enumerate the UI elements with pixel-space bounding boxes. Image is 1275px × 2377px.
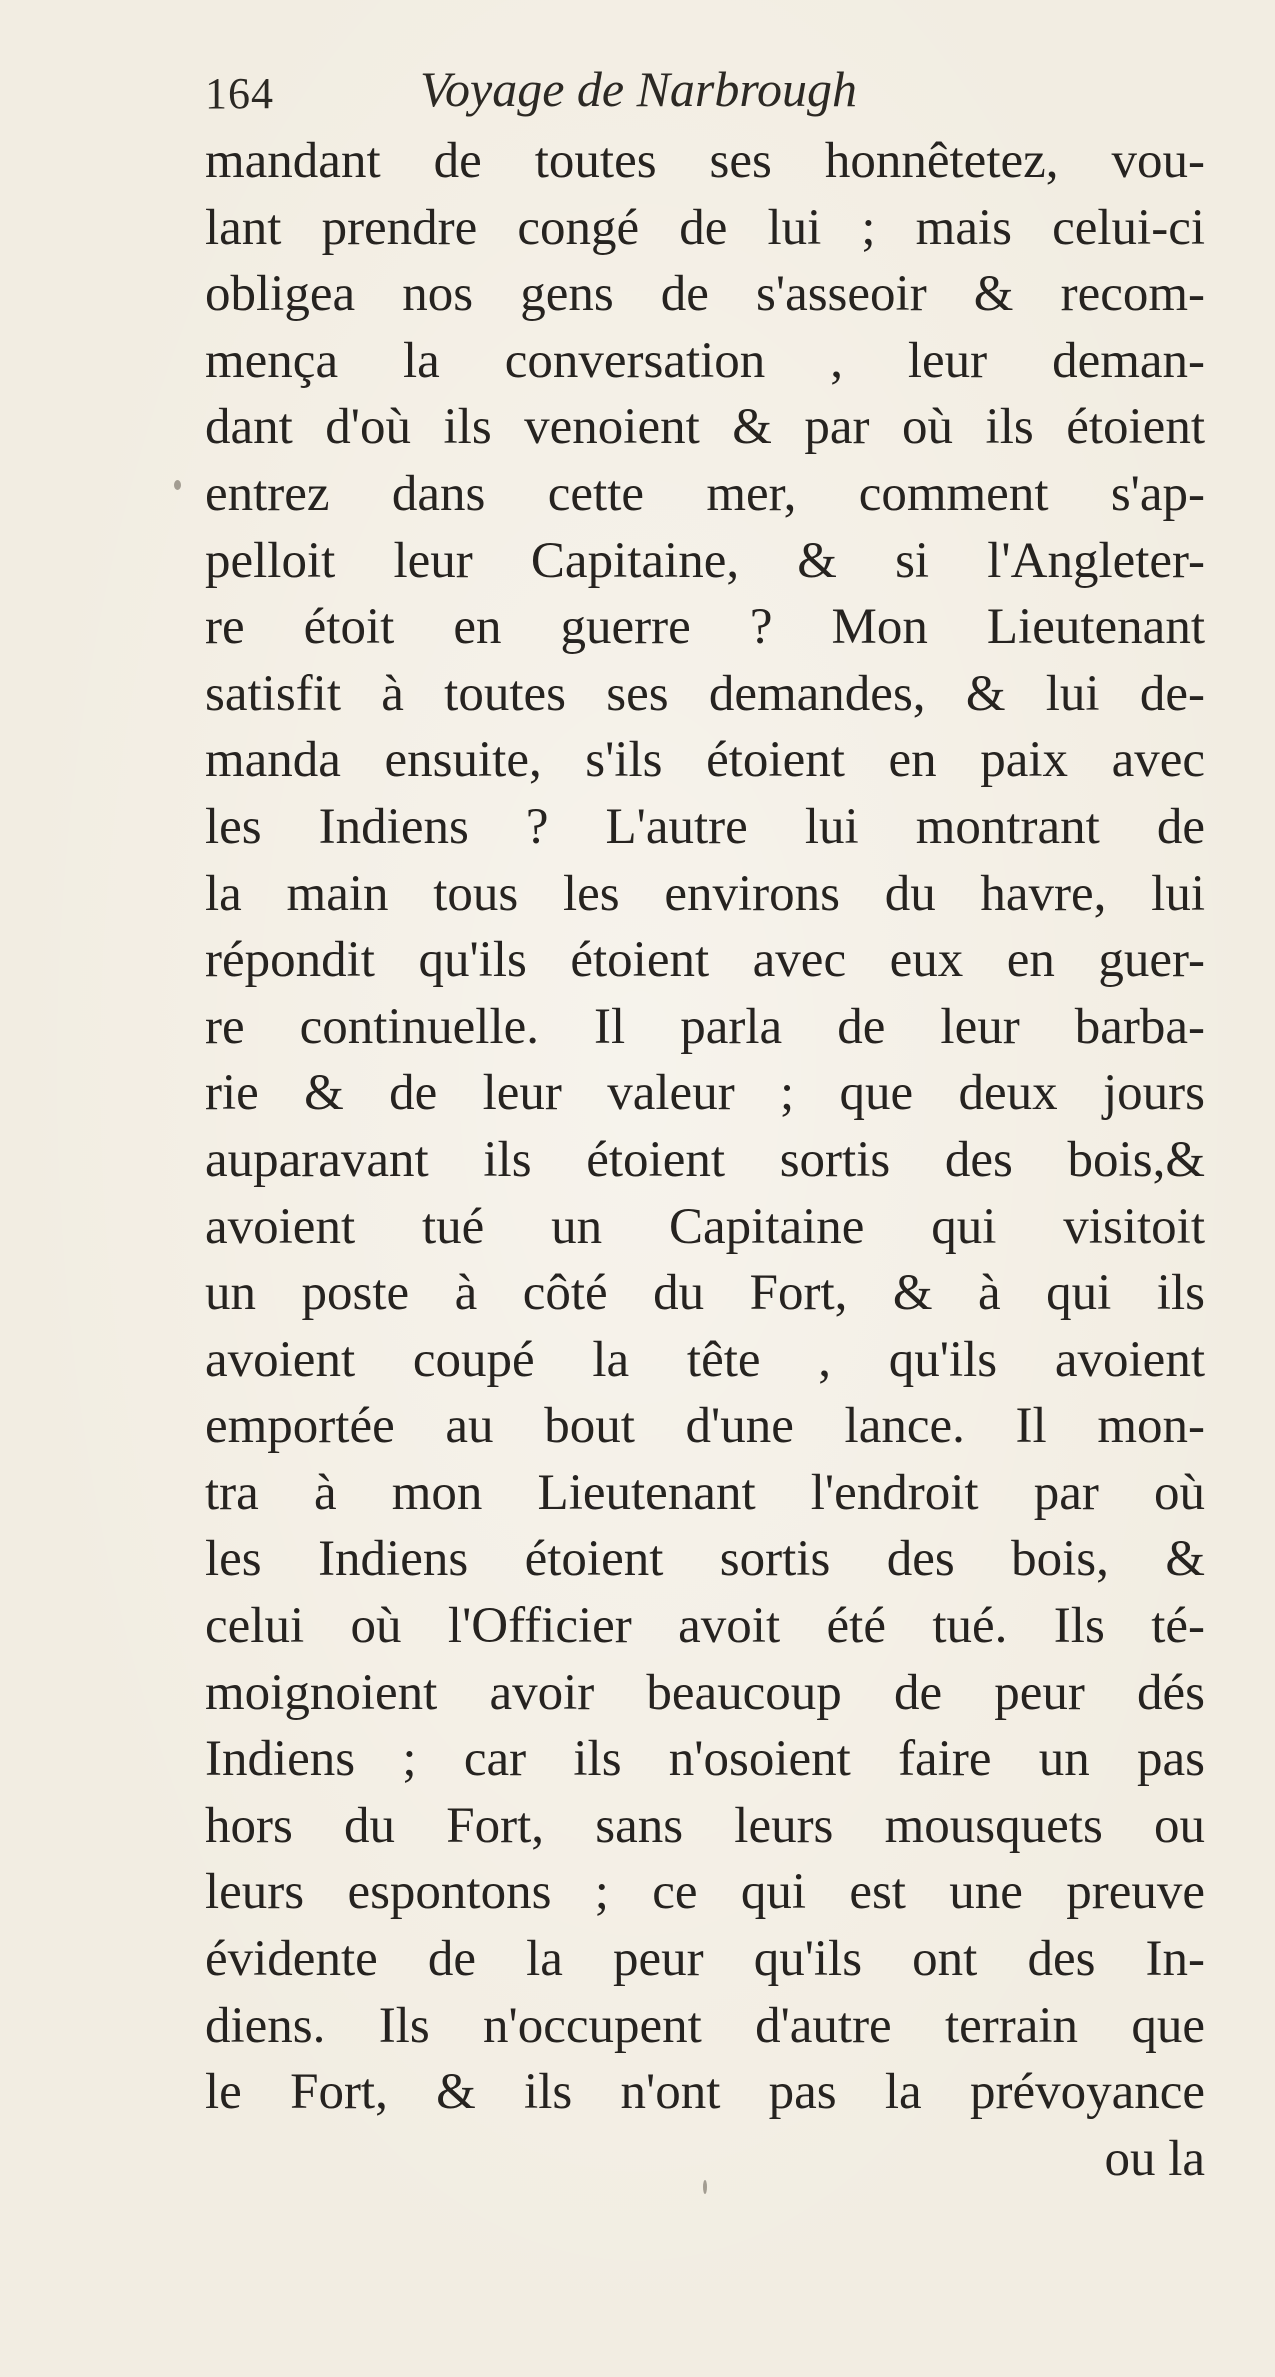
page-number: 164 [205, 69, 274, 118]
text-line: diens. Ils n'occupent d'autre terrain que [205, 1997, 1205, 2054]
text-line: satisfit à toutes ses demandes, & lui de- [205, 665, 1205, 722]
text-line: auparavant ils étoient sortis des bois,& [205, 1131, 1205, 1188]
text-line: emportée au bout d'une lance. Il mon- [205, 1398, 1205, 1455]
text-line: Indiens ; car ils n'osoient faire un pas [205, 1731, 1205, 1788]
text-line: re étoit en guerre ? Mon Lieutenant [205, 599, 1205, 656]
text-line: manda ensuite, s'ils étoient en paix avec [205, 732, 1205, 789]
catchword: ou la [1104, 2130, 1205, 2187]
running-title: Voyage de Narbrough [420, 61, 857, 117]
text-line: répondit qu'ils étoient avec eux en guer- [205, 932, 1205, 989]
text-line: obligea nos gens de s'asseoir & recom- [205, 266, 1205, 323]
text-line: entrez dans cette mer, comment s'ap- [205, 465, 1205, 522]
text-line: évidente de la peur qu'ils ont des In- [205, 1931, 1205, 1988]
text-line: re continuelle. Il parla de leur barba- [205, 998, 1205, 1055]
text-line: hors du Fort, sans leurs mousquets ou [205, 1797, 1205, 1854]
text-line: lant prendre congé de lui ; mais celui-ci [205, 199, 1205, 256]
text-line: leurs espontons ; ce qui est une preuve [205, 1864, 1205, 1921]
text-line: moignoient avoir beaucoup de peur dés [205, 1664, 1205, 1721]
text-line: dant d'où ils venoient & par où ils étoient [205, 399, 1205, 456]
text-line: celui où l'Officier avoit été tué. Ils té- [205, 1598, 1205, 1655]
text-line: tra à mon Lieutenant l'endroit par où [205, 1464, 1205, 1521]
text-line: pelloit leur Capitaine, & si l'Angleter- [205, 532, 1205, 589]
ink-speck [703, 2180, 707, 2194]
ink-speck [174, 480, 181, 490]
text-line: la main tous les environs du havre, lui [205, 865, 1205, 922]
text-line: le Fort, & ils n'ont pas la prévoyance [205, 2064, 1205, 2121]
text-line: avoient tué un Capitaine qui visitoit [205, 1198, 1205, 1255]
body-text [205, 128, 1205, 2192]
text-line: rie & de leur valeur ; que deux jours [205, 1065, 1205, 1122]
text-line: un poste à côté du Fort, & à qui ils [205, 1265, 1205, 1322]
text-line: mença la conversation , leur deman- [205, 332, 1205, 389]
text-line: avoient coupé la tête , qu'ils avoient [205, 1331, 1205, 1388]
text-line: mandant de toutes ses honnêtetez, vou- [205, 133, 1205, 189]
text-line: les Indiens ? L'autre lui montrant de [205, 798, 1205, 855]
text-line: les Indiens étoient sortis des bois, & [205, 1531, 1205, 1588]
